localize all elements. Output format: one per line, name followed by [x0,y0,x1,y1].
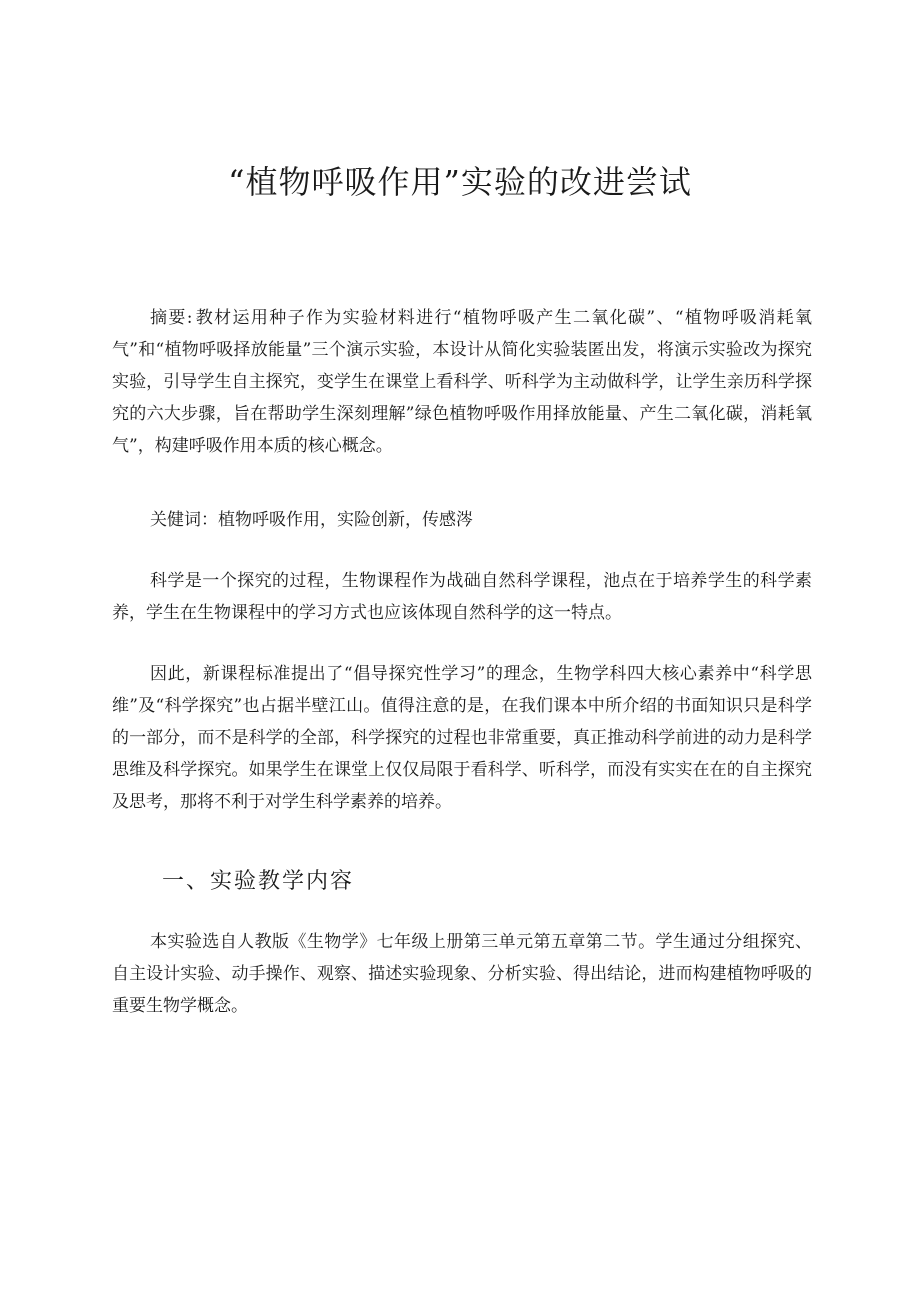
body-paragraph-1: 科学是一个探究的过程，生物课程作为战础自然科学课程，池点在于培养学生的科学素养，学生在生物课程中的学习方式也应该体现自然科学的这一特点。 [112,571,812,623]
abstract-label: 摘要: [150,308,193,328]
section-1-paragraph: 本实验选自人教版《生物学》七年级上册第三单元第五章第二节。学生通过分组探究、自主设计实验、动手操作、观察、描述实验现象、分析实验、得出结论，进而构建植物呼吸的重要生物学概念。 [112,932,812,1016]
keywords-line: 关健词：植物呼吸作用，实险创新，传感涔 [150,510,473,530]
abstract-text: 教材运用种子作为实验材料进行“植物呼吸产生二氧化碳”、“植物呼吸消耗氧气”和“植物呼吸择放能量”三个演示实验，本设计从简化实验装匿出发，将演示实验改为探究实验，引导学生自主探究，变学生在课堂上看科学、听科学为主动做科学，让学生亲历科学探究的六大步骤，旨在帮助学生深刻理解”绿色植物呼吸作用择放能量、产生二氧化碳，消耗氧气”，构建呼吸作用本质的核心概念。 [112,308,812,456]
document-title: “植物呼吸作用”实验的改进尝试 [228,163,692,201]
body-paragraph-2: 因此，新课程标准提出了“倡导探究性学习”的理念，生物学科四大核心素养中“科学思维”及“科学探究”也占据半壁江山。值得注意的是，在我们课本中所介绍的书面知识只是科学的一部分，而不是科学的全部，科学探究的过程也非常重要，真正推动科学前进的动力是科学思维及科学探究。如果学生在课堂上仅仅局限于看科学、听科学，而没有实实在在的自主探究及思考，那将不利于对学生科学素养的培养。 [112,664,812,812]
abstract-paragraph [112,302,812,462]
section-heading-1: 一、实验教学内容 [162,869,355,894]
